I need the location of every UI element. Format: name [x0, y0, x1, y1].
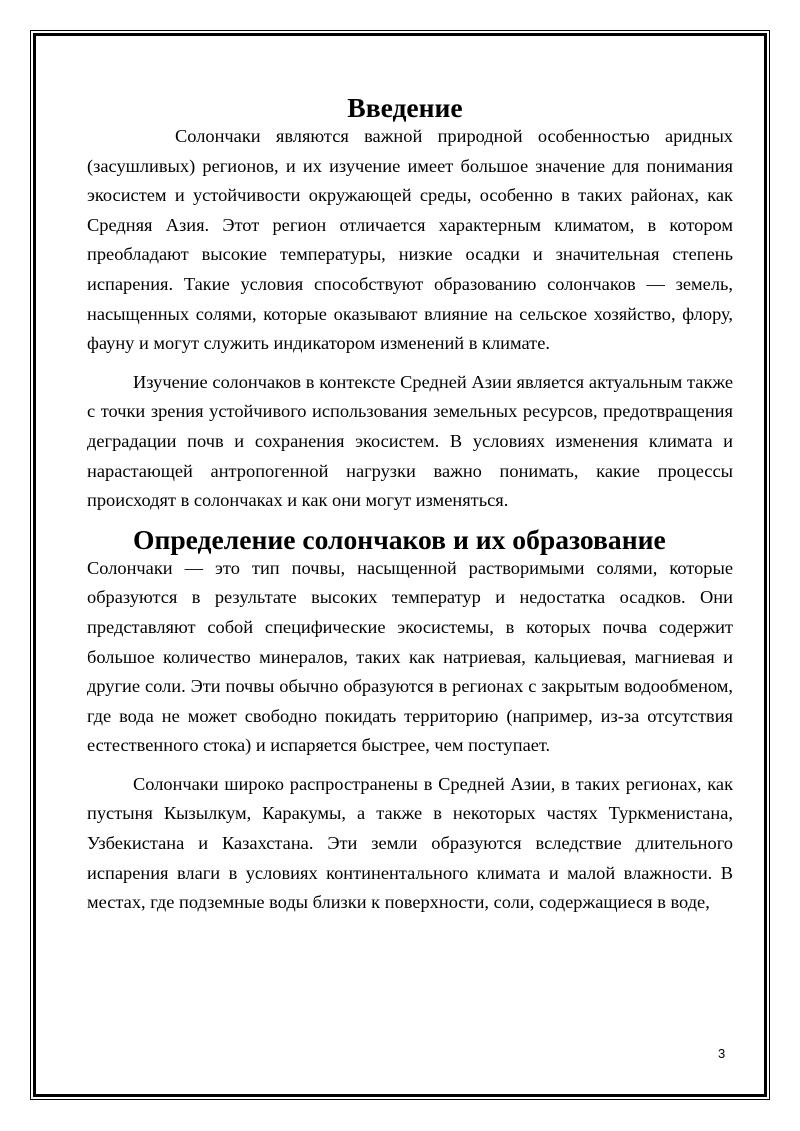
definition-paragraph-1: Солончаки — это тип почвы, насыщенной растворимыми солями, которые образуются в результате высоких температур и недостатка осадков. Они представляют собой специфические экосистемы, в которых почва содержит большое количество минералов, таких как натриевая, кальциевая, магниевая и другие соли. Эти почвы обычно образуются в регионах с закрытым водообменом, где вода не может свободно покидать территорию (например, из-за отсутствия естественного стока) и испаряется быстрее, чем поступает.: [87, 557, 733, 756]
document-body: [87, 93, 733, 918]
intro-paragraph-2: Изучение солончаков в контексте Средней Азии является актуальным также с точки зрения устойчивого использования земельных ресурсов, предотвращения деградации почв и сохранения экосистем. В условиях изменения климата и нарастающей антропогенной нагрузки важно понимать, какие процессы происходят в солончаках и как они могут изменяться.: [87, 371, 733, 511]
page-number: 3: [718, 1046, 726, 1061]
section-heading-definition: Определение солончаков и их образование: [133, 523, 666, 555]
section-heading-introduction: Введение: [347, 92, 463, 123]
intro-paragraph-1: Солончаки являются важной природной особенностью аридных (засушливых) регионов, и их изучение имеет большое значение для понимания экосистем и устойчивости окружающей среды, особенно в таких районах, как Средняя Азия. Этот регион отличается характерным климатом, в котором преобладают высокие температуры, низкие осадки и значительная степень испарения. Такие условия способствуют образованию солончаков — земель, насыщенных солями, которые оказывают влияние на сельское хозяйство, флору, фауну и могут служить индикатором изменений в климате.: [87, 126, 733, 354]
definition-paragraph-2: Солончаки широко распространены в Средней Азии, в таких регионах, как пустыня Кызылкум, Каракумы, а также в некоторых частях Туркменистана, Узбекистана и Казахстана. Эти земли образуются вследствие длительного испарения влаги в условиях континентального климата и малой влажности. В местах, где подземные воды близки к поверхности, соли, содержащиеся в воде,: [87, 773, 733, 913]
